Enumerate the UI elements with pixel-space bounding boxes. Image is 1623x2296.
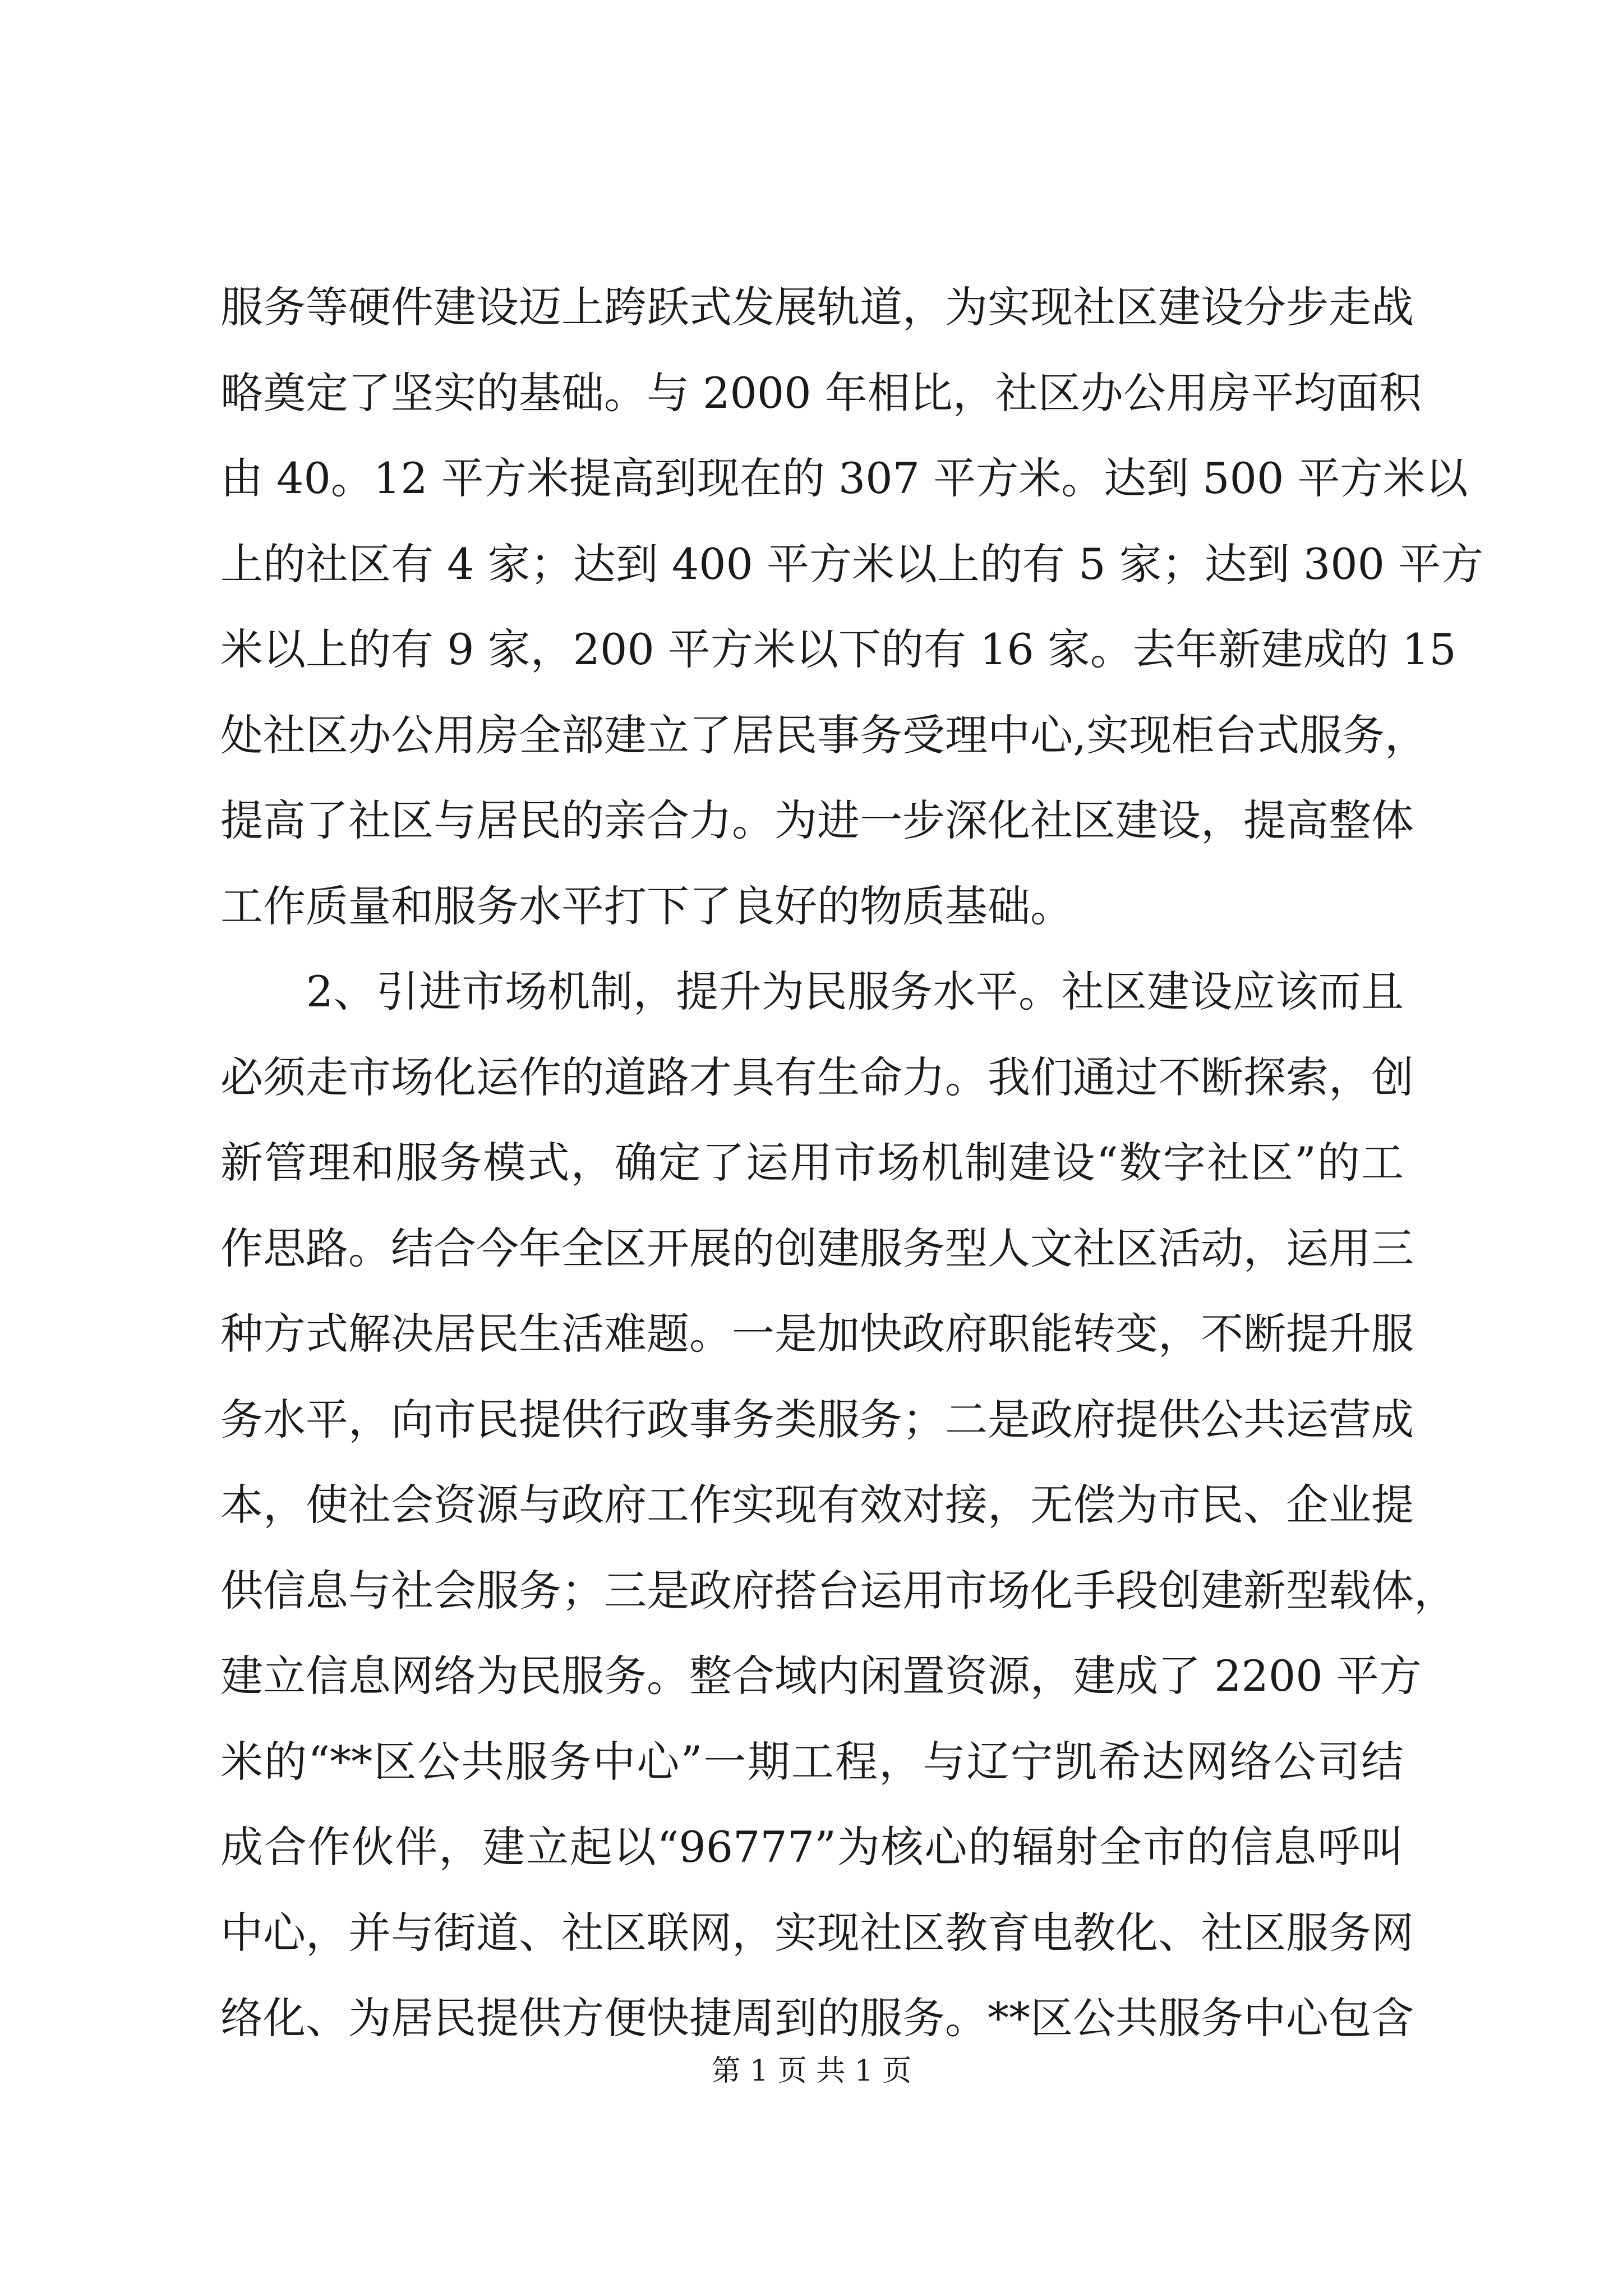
text-line: 络化、为居民提供方便快捷周到的服务。**区公共服务中心包含	[220, 1993, 1414, 2043]
text-line: 米的“**区公共服务中心”一期工程，与辽宁凯希达网络公司结	[220, 1736, 1404, 1787]
text-line: 本，使社会资源与政府工作实现有效对接，无偿为市民、企业提	[220, 1480, 1414, 1530]
text-line: 提高了社区与居民的亲合力。为进一步深化社区建设，提高整体	[220, 795, 1414, 845]
text-line: 米以上的有 9 家，200 平方米以下的有 16 家。去年新建成的 15	[220, 624, 1456, 674]
text-line: 供信息与社会服务；三是政府搭台运用市场化手段创建新型载体，	[220, 1565, 1456, 1616]
text-line: 必须走市场化运作的道路才具有生命力。我们通过不断探索，创	[220, 1052, 1414, 1102]
text-line: 作思路。结合今年全区开展的创建服务型人文社区活动，运用三	[220, 1223, 1414, 1273]
page-footer: 第 1 页 共 1 页	[711, 2054, 912, 2088]
body-text	[220, 276, 1484, 2073]
text-line: 上的社区有 4 家；达到 400 平方米以上的有 5 家；达到 300 平方	[220, 539, 1484, 589]
text-line: 建立信息网络为民服务。整合域内闲置资源，建成了 2200 平方	[220, 1651, 1422, 1701]
text-line: 务水平，向市民提供行政事务类服务；二是政府提供公共运营成	[220, 1394, 1414, 1444]
text-line: 服务等硬件建设迈上跨跃式发展轨道，为实现社区建设分步走战	[220, 282, 1414, 332]
text-line: 种方式解决居民生活难题。一是加快政府职能转变，不断提升服	[220, 1309, 1414, 1359]
text-line: 处社区办公用房全部建立了居民事务受理中心,实现柜台式服务，	[220, 710, 1428, 760]
text-line: 略奠定了坚实的基础。与 2000 年相比，社区办公用房平均面积	[220, 367, 1422, 418]
text-line: 新管理和服务模式，确定了运用市场机制建设“数字社区”的工	[220, 1138, 1404, 1188]
text-line: 由 40。12 平方米提高到现在的 307 平方米。达到 500 平方米以	[220, 453, 1468, 503]
text-line: 成合作伙伴，建立起以“96777”为核心的辐射全市的信息呼叫	[220, 1822, 1404, 1872]
text-line: 中心，并与街道、社区联网，实现社区教育电教化、社区服务网	[220, 1907, 1414, 1958]
text-line: 工作质量和服务水平打下了良好的物质基础。	[220, 881, 1073, 931]
text-line: 2、引进市场机制，提升为民服务水平。社区建设应该而且	[220, 967, 1404, 1016]
